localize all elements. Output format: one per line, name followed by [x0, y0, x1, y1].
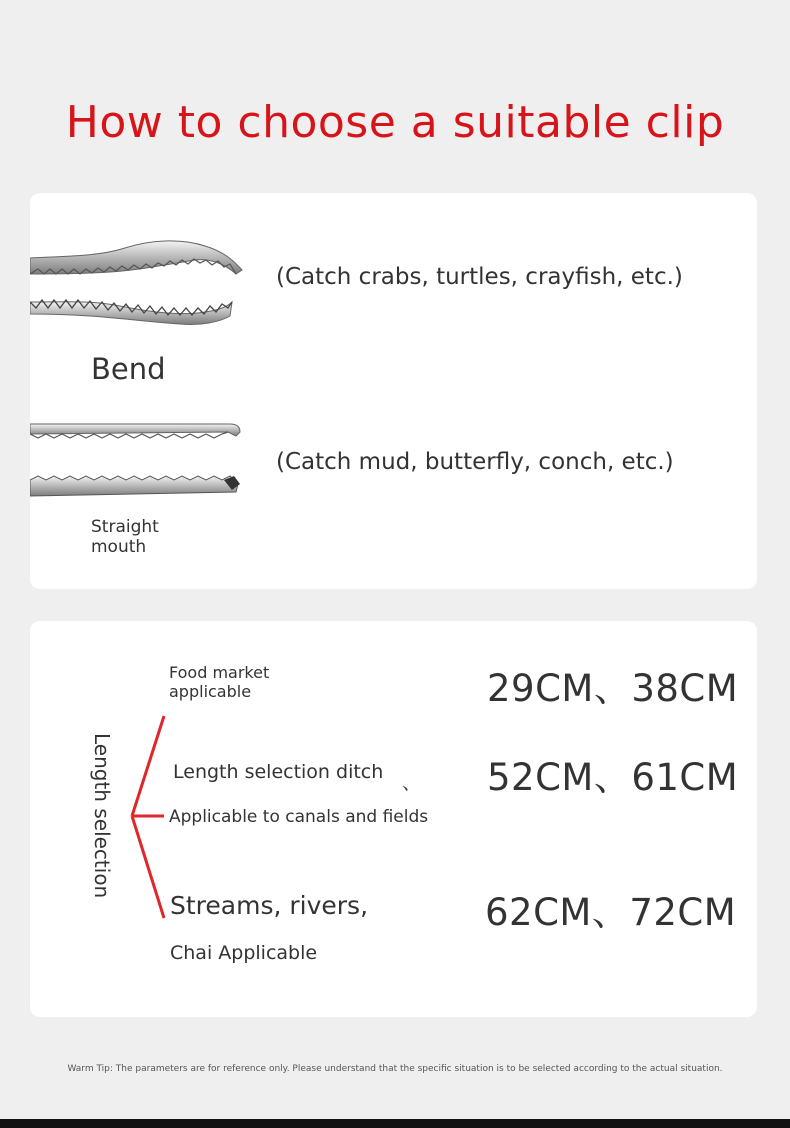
- bend-clip-label: Bend: [91, 352, 166, 386]
- bend-clip-icon: [30, 236, 245, 328]
- warm-tip: Warm Tip: The parameters are for reference only. Please understand that the specific situation is to be selected according to the actual situation.: [67, 1064, 723, 1074]
- option-2-mark: 、: [402, 772, 422, 794]
- option-2-line1: Length selection ditch: [173, 761, 384, 783]
- option-3-line1: Streams, rivers,: [170, 891, 369, 920]
- option-1-line2: applicable: [169, 682, 252, 701]
- bottom-bar: [0, 1119, 790, 1128]
- option-1-line1: Food market: [169, 663, 270, 682]
- straight-clip-icon: [30, 418, 245, 506]
- bracket-lines: [128, 710, 170, 925]
- option-2-sizes: 52CM、61CM: [487, 756, 739, 799]
- straight-clip-label-line1: Straight: [91, 517, 159, 537]
- straight-clip-description: (Catch mud, butterfly, conch, etc.): [276, 449, 674, 475]
- option-3-sizes: 62CM、72CM: [485, 891, 737, 934]
- option-3-line2: Chai Applicable: [170, 942, 318, 964]
- option-1-sizes: 29CM、38CM: [487, 667, 739, 710]
- length-selection-heading: Length selection: [90, 733, 114, 899]
- bend-clip-description: (Catch crabs, turtles, crayfish, etc.): [276, 264, 683, 290]
- straight-clip-label-line2: mouth: [91, 537, 147, 557]
- page-title: How to choose a suitable clip: [65, 97, 725, 149]
- option-2-line2: Applicable to canals and fields: [169, 807, 429, 827]
